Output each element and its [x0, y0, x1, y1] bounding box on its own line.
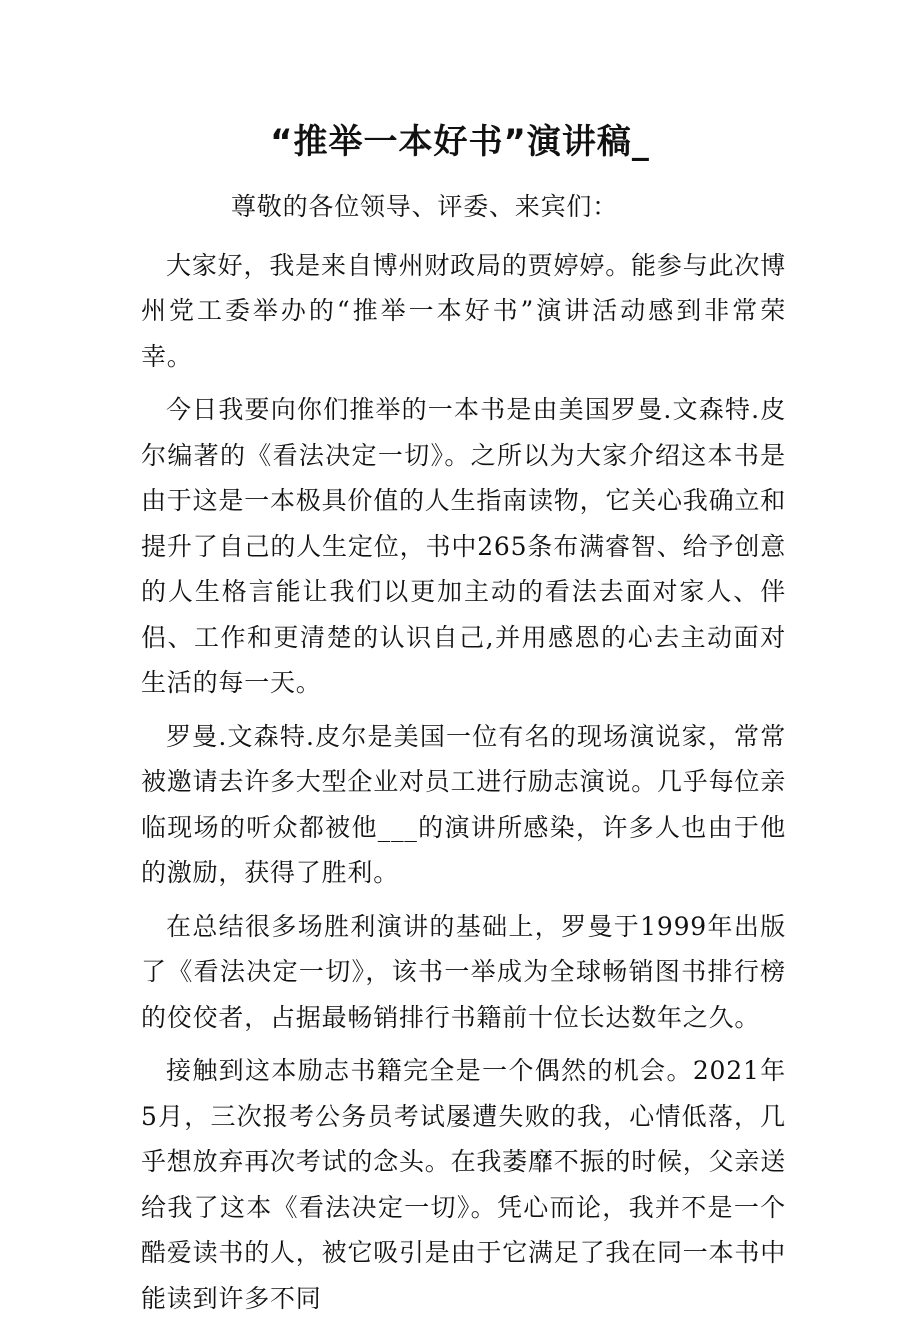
paragraph: 大家好，我是来自博州财政局的贾婷婷。能参与此次博州党工委举办的“推举一本好书”演讲活动感到非常荣幸。	[141, 250, 786, 371]
document-title: “推举一本好书”演讲稿_	[270, 122, 650, 162]
document-body	[141, 184, 786, 1329]
paragraph: 罗曼.文森特.皮尔是美国一位有名的现场演说家，常常被邀请去许多大型企业对员工进行励志演说。几乎每位亲临现场的听众都被他___的演讲所感染，许多人也由于他的激励，获得了胜利。	[141, 721, 787, 887]
paragraph: 在总结很多场胜利演讲的基础上，罗曼于1999年出版了《看法决定一切》，该书一举成为全球畅销图书排行榜的佼佼者，占据最畅销排行书籍前十位长达数年之久。	[141, 911, 786, 1032]
paragraph: 接触到这本励志书籍完全是一个偶然的机会。2021年5月，三次报考公务员考试屡遭失败的我，心情低落，几乎想放弃再次考试的念头。在我萎靡不振的时候，父亲送给我了这本《看法决定一切》。凭心而论，我并不是一个酷爱读书的人，被它吸引是由于它满足了我在同一本书中能读到许多不同	[141, 1056, 787, 1313]
paragraph: 今日我要向你们推举的一本书是由美国罗曼.文森特.皮尔编著的《看法决定一切》。之所以为大家介绍这本书是由于这是一本极具价值的人生指南读物，它关心我确立和提升了自己的人生定位，书中265条布满睿智、给予创意的人生格言能让我们以更加主动的看法去面对家人、伴侣、工作和更清楚的认识自己,并用感恩的心去主动面对生活的每一天。	[141, 395, 787, 697]
salutation: 尊敬的各位领导、评委、来宾们：	[231, 192, 619, 221]
